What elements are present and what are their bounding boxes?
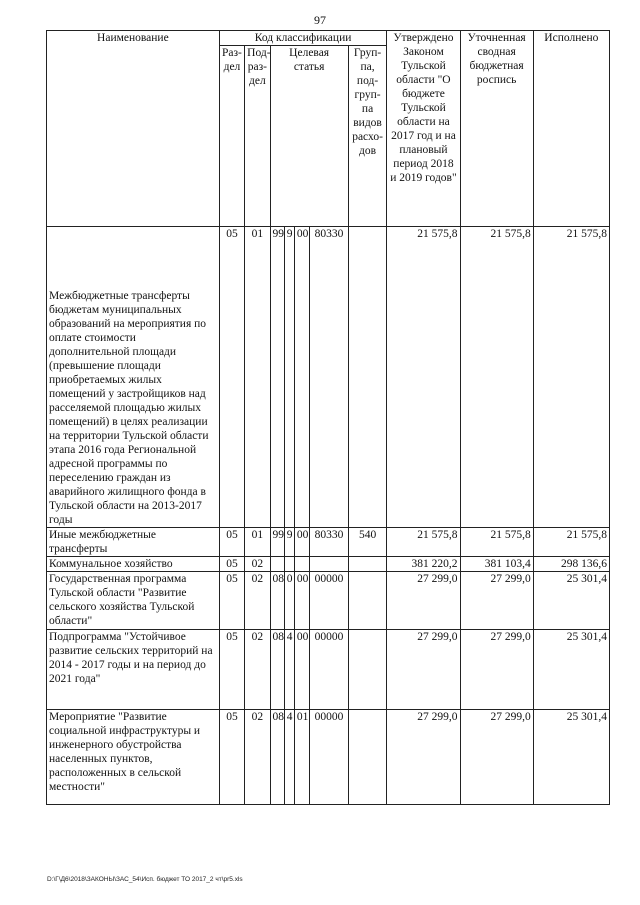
header-name: Наименование <box>47 31 220 227</box>
file-path-footer: D:\Г\Д6\2018\ЗАКОНЫ\ЗАС_54\Исп. бюджет ТО 2017_2 чт\pr5.xls <box>47 876 243 883</box>
cell-ts3: 00 <box>294 572 309 630</box>
cell-subsection: 01 <box>245 227 270 528</box>
cell-ts4: 80330 <box>310 227 349 528</box>
cell-group: 540 <box>348 528 387 557</box>
cell-ts1: 08 <box>270 572 284 630</box>
cell-subsection: 02 <box>245 572 270 630</box>
cell-group <box>348 630 387 710</box>
cell-ts2: 9 <box>284 227 294 528</box>
cell-name: Коммунальное хозяйство <box>47 557 220 572</box>
page-number: 97 <box>314 13 326 27</box>
table-row <box>47 557 610 572</box>
cell-name: Иные межбюджетные трансферты <box>47 528 220 557</box>
table-row <box>47 528 610 557</box>
cell-ts1: 08 <box>270 710 284 805</box>
budget-table <box>46 30 610 805</box>
cell-approved: 381 220,2 <box>387 557 460 572</box>
cell-ts3 <box>294 557 309 572</box>
cell-approved: 27 299,0 <box>387 630 460 710</box>
cell-executed: 21 575,8 <box>533 227 609 528</box>
cell-subsection: 02 <box>245 630 270 710</box>
cell-subsection: 01 <box>245 528 270 557</box>
cell-group <box>348 710 387 805</box>
cell-executed: 25 301,4 <box>533 710 609 805</box>
cell-ts4 <box>310 557 349 572</box>
cell-executed: 298 136,6 <box>533 557 609 572</box>
table-row <box>47 227 610 528</box>
cell-section: 05 <box>219 227 244 528</box>
cell-ts3: 00 <box>294 528 309 557</box>
cell-ts2: 4 <box>284 630 294 710</box>
cell-ts2 <box>284 557 294 572</box>
cell-refined: 21 575,8 <box>460 227 533 528</box>
cell-group <box>348 572 387 630</box>
cell-approved: 27 299,0 <box>387 572 460 630</box>
cell-ts4: 00000 <box>310 630 349 710</box>
cell-ts4: 00000 <box>310 572 349 630</box>
header-section: Раз-дел <box>219 46 244 227</box>
cell-refined: 21 575,8 <box>460 528 533 557</box>
cell-name: Мероприятие "Развитие социальной инфраструктуры и инженерного обустройства населенных пунктов, расположенных в сельской местности" <box>47 710 220 805</box>
cell-ts4: 00000 <box>310 710 349 805</box>
header-subsection: Под-раз-дел <box>245 46 270 227</box>
cell-ts1: 08 <box>270 630 284 710</box>
cell-name: Подпрограмма "Устойчивое развитие сельских территорий на 2014 - 2017 годы и на период до 2021 года" <box>47 630 220 710</box>
cell-section: 05 <box>219 630 244 710</box>
cell-ts2: 0 <box>284 572 294 630</box>
header-code-group: Код классификации <box>219 31 387 46</box>
cell-approved: 27 299,0 <box>387 710 460 805</box>
header-executed: Исполнено <box>533 31 609 227</box>
cell-refined: 381 103,4 <box>460 557 533 572</box>
cell-executed: 21 575,8 <box>533 528 609 557</box>
cell-ts1: 99 <box>270 528 284 557</box>
cell-section: 05 <box>219 572 244 630</box>
table-row <box>47 630 610 710</box>
cell-ts4: 80330 <box>310 528 349 557</box>
header-target-article: Целевая статья <box>270 46 348 227</box>
cell-approved: 21 575,8 <box>387 227 460 528</box>
cell-section: 05 <box>219 710 244 805</box>
cell-subsection: 02 <box>245 557 270 572</box>
cell-group <box>348 557 387 572</box>
cell-section: 05 <box>219 557 244 572</box>
header-approved: Утверждено Законом Тульской области "О бюджете Тульской области на 2017 год и на плановый период 2018 и 2019 годов" <box>387 31 460 227</box>
cell-ts3: 01 <box>294 710 309 805</box>
cell-executed: 25 301,4 <box>533 630 609 710</box>
cell-ts3: 00 <box>294 227 309 528</box>
table-row <box>47 572 610 630</box>
cell-approved: 21 575,8 <box>387 528 460 557</box>
cell-executed: 25 301,4 <box>533 572 609 630</box>
cell-group <box>348 227 387 528</box>
cell-ts2: 9 <box>284 528 294 557</box>
cell-name: Государственная программа Тульской области "Развитие сельского хозяйства Тульской области" <box>47 572 220 630</box>
cell-ts2: 4 <box>284 710 294 805</box>
cell-name: Межбюджетные трансферты бюджетам муниципальных образований на мероприятия по оплате стоимости дополнительной площади (превышение площади приобретаемых жилых помещений у застройщиков над расселяемой площадью жилых помещений) в целях реализации на территории Тульской области этапа 2016 года Региональной адресной программы по переселению граждан из аварийного жилищного фонда в Тульской области на 2013-2017 годы <box>47 227 220 528</box>
cell-refined: 27 299,0 <box>460 710 533 805</box>
cell-ts1: 99 <box>270 227 284 528</box>
cell-subsection: 02 <box>245 710 270 805</box>
header-refined: Уточненная сводная бюджетная роспись <box>460 31 533 227</box>
cell-ts1 <box>270 557 284 572</box>
table-row <box>47 710 610 805</box>
cell-ts3: 00 <box>294 630 309 710</box>
cell-section: 05 <box>219 528 244 557</box>
cell-refined: 27 299,0 <box>460 572 533 630</box>
cell-refined: 27 299,0 <box>460 630 533 710</box>
header-expense-group: Груп-па, под-груп-па видов расхо-дов <box>348 46 387 227</box>
